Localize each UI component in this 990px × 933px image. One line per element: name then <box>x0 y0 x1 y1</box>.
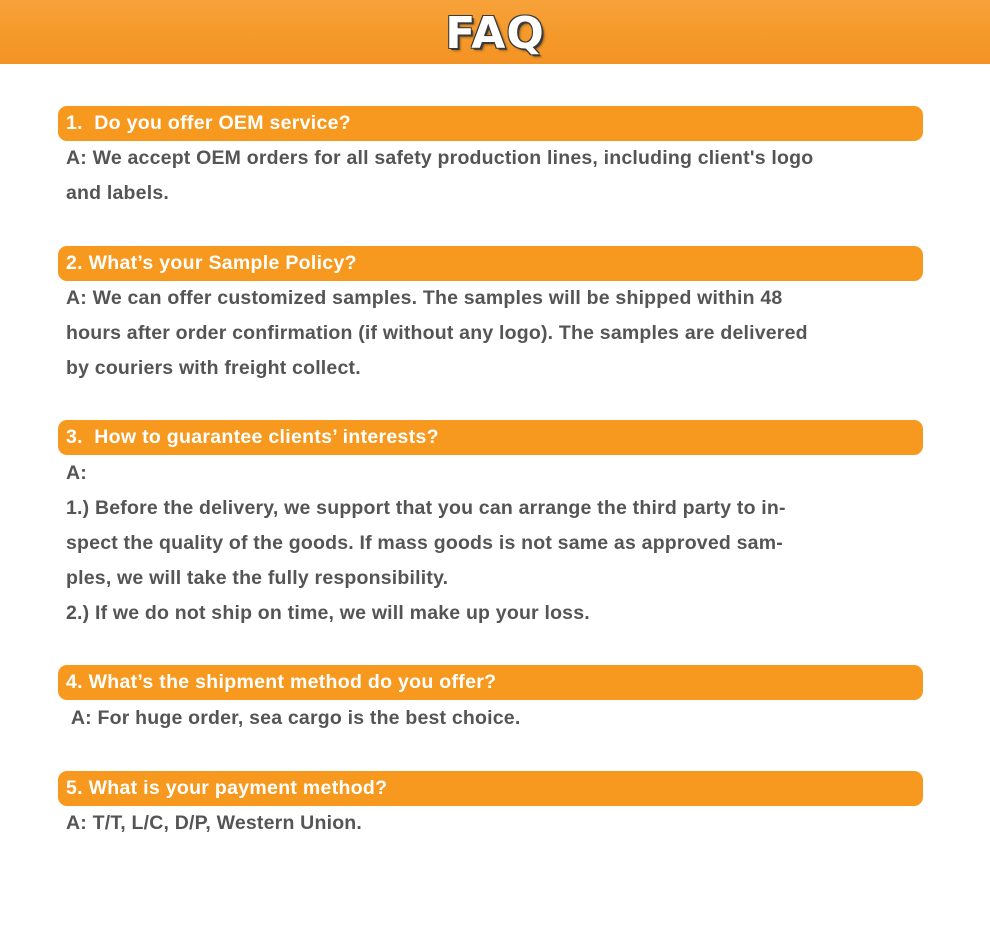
faq-question-1: 1. Do you offer OEM service? <box>66 112 352 134</box>
faq-question-bar-2 <box>58 246 923 281</box>
faq-question-bar-3 <box>58 420 923 455</box>
answer-line: A: We can offer customized samples. The samples will be shipped within 48 <box>66 287 783 309</box>
faq-question-bar-4 <box>58 665 923 700</box>
page-title: FAQ <box>445 7 545 59</box>
faq-answer-3 <box>66 456 936 631</box>
answer-line: ples, we will take the fully responsibility. <box>66 567 449 589</box>
faq-answer-2 <box>66 281 936 386</box>
faq-question-3: 3. How to guarantee clients’ interests? <box>66 426 439 448</box>
faq-answer-4 <box>66 701 936 736</box>
answer-line: by couriers with freight collect. <box>66 357 361 379</box>
faq-banner <box>0 0 990 64</box>
answer-line: A: We accept OEM orders for all safety production lines, including client's logo <box>66 147 814 169</box>
answer-line: hours after order confirmation (if without any logo). The samples are delivered <box>66 322 808 344</box>
faq-answer-1 <box>66 141 936 211</box>
faq-question-2: 2. What’s your Sample Policy? <box>66 252 357 274</box>
faq-question-4: 4. What’s the shipment method do you offer? <box>66 671 497 693</box>
faq-question-5: 5. What is your payment method? <box>66 777 388 799</box>
faq-question-bar-5 <box>58 771 923 806</box>
answer-line: 2.) If we do not ship on time, we will make up your loss. <box>66 602 590 624</box>
answer-line: and labels. <box>66 182 169 204</box>
answer-line: A: T/T, L/C, D/P, Western Union. <box>66 812 363 834</box>
faq-answer-5 <box>66 806 936 841</box>
answer-line: A: For huge order, sea cargo is the best choice. <box>66 707 521 729</box>
answer-line: spect the quality of the goods. If mass goods is not same as approved sam- <box>66 532 783 554</box>
faq-question-bar-1 <box>58 106 923 141</box>
answer-line: A: <box>66 462 87 484</box>
answer-line: 1.) Before the delivery, we support that you can arrange the third party to in- <box>66 497 786 519</box>
